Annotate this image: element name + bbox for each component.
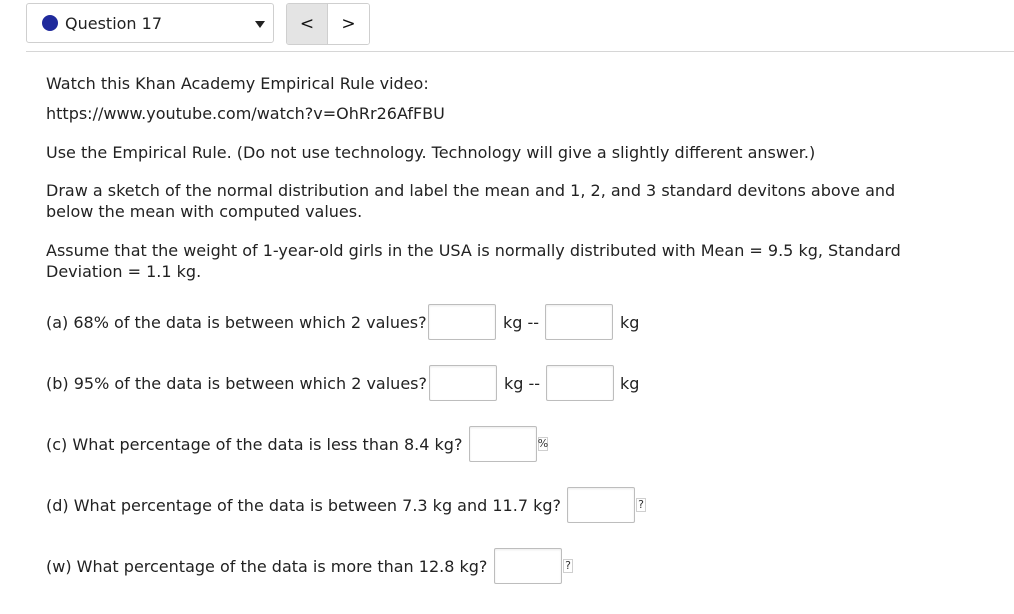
answer-d-input[interactable]: [567, 487, 635, 523]
header-divider: [26, 51, 1014, 52]
status-dot-icon: [42, 15, 58, 31]
answer-w-input[interactable]: [494, 548, 562, 584]
question-selector[interactable]: [26, 3, 274, 43]
instruction-text: Use the Empirical Rule. (Do not use technology. Technology will give a slightly different answer.): [46, 143, 816, 162]
answer-w-mark: ?: [563, 559, 573, 573]
answer-c-input[interactable]: [469, 426, 537, 462]
intro-text: Watch this Khan Academy Empirical Rule video:: [46, 74, 429, 93]
video-link[interactable]: https://www.youtube.com/watch?v=OhRr26AfFBU: [46, 104, 445, 123]
question-b-text: (b) 95% of the data is between which 2 values?: [46, 374, 427, 393]
answer-b-unit1: kg --: [504, 374, 541, 393]
prev-question-button[interactable]: <: [287, 4, 328, 44]
question-d-text: (d) What percentage of the data is between 7.3 kg and 11.7 kg?: [46, 496, 561, 515]
question-a-text: (a) 68% of the data is between which 2 values?: [46, 313, 427, 332]
answer-c-mark: %: [537, 437, 549, 450]
question-nav: [286, 3, 370, 45]
answer-b-unit2: kg: [620, 374, 640, 393]
answer-b-lower-input[interactable]: [429, 365, 497, 401]
next-question-button[interactable]: >: [328, 4, 369, 44]
question-w-text: (w) What percentage of the data is more than 12.8 kg?: [46, 557, 488, 576]
assume-text: Assume that the weight of 1-year-old girls in the USA is normally distributed with Mean = 9.5 kg, Standard Deviation = 1.1 kg.: [46, 241, 901, 281]
answer-d-mark: ?: [636, 498, 646, 512]
answer-a-lower-input[interactable]: [428, 304, 496, 340]
answer-b-upper-input[interactable]: [546, 365, 614, 401]
question-c-text: (c) What percentage of the data is less than 8.4 kg?: [46, 435, 463, 454]
caret-down-icon: [255, 21, 265, 28]
answer-a-upper-input[interactable]: [545, 304, 613, 340]
question-label: Question 17: [65, 13, 163, 33]
answer-a-unit1: kg --: [503, 313, 540, 332]
answer-a-unit2: kg: [620, 313, 640, 332]
sketch-text: Draw a sketch of the normal distribution and label the mean and 1, 2, and 3 standard devitons above and below the mean with computed values.: [46, 181, 896, 221]
